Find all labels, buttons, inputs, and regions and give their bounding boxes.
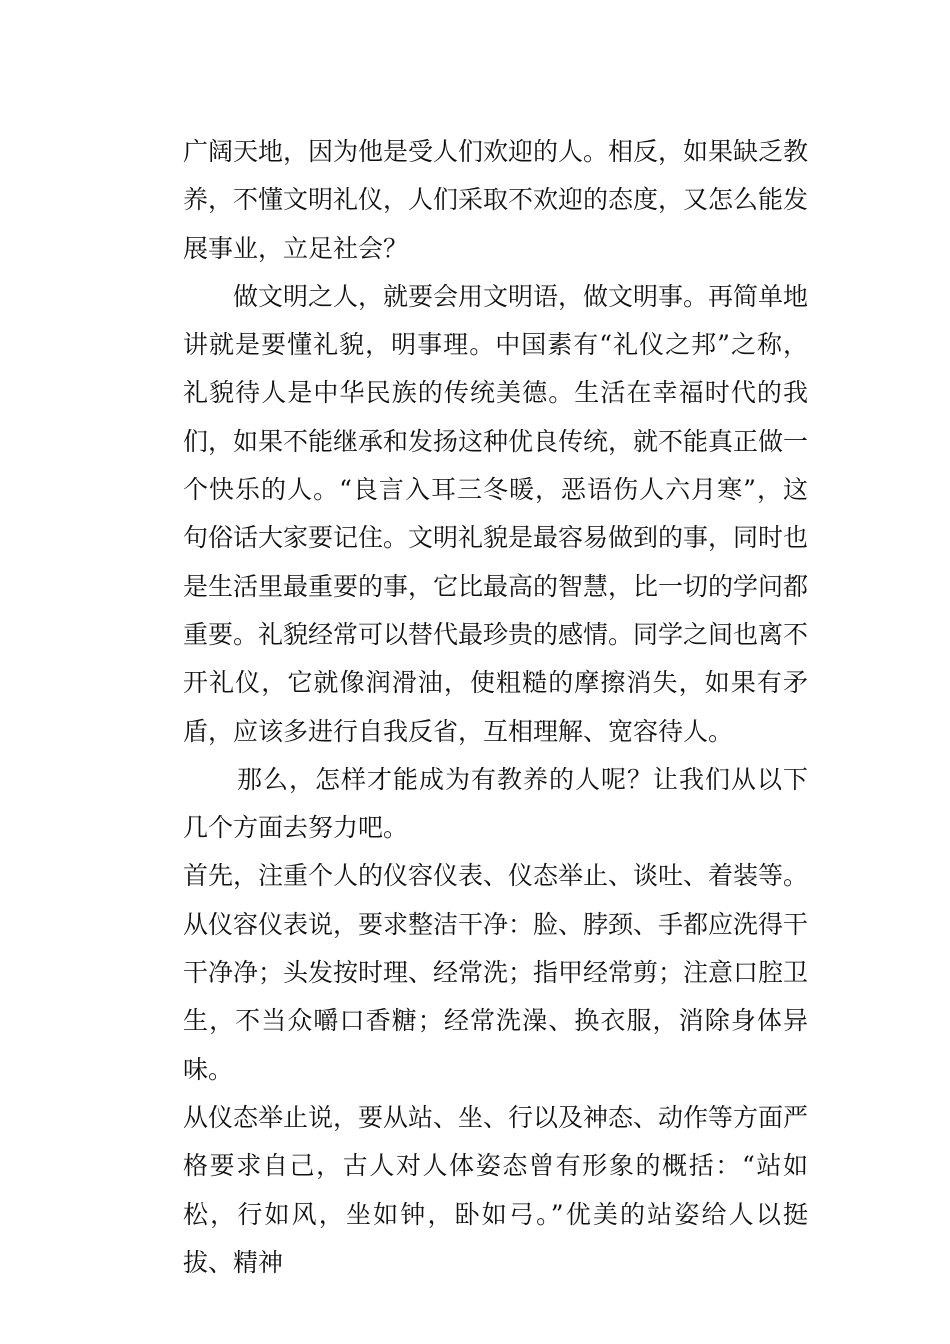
document-body — [183, 128, 808, 1287]
paragraph-posture: 从仪态举止说，要从站、坐、行以及神态、动作等方面严格要求自己，古人对人体姿态曾有形象的概括：“站如松，行如风，坐如钟，卧如弓。”优美的站姿给人以挺拔、精神 — [183, 1102, 809, 1277]
paragraph-appearance: 首先，注重个人的仪容仪表、仪态举止、谈吐、着装等。从仪容仪表说，要求整洁干净：脸、脖颈、手都应洗得干干净净；头发按时理、经常洗；指甲经常剪；注意口腔卫生，不当众嚼口香糖；经常洗澡、换衣服，消除身体异味。 — [183, 861, 809, 1084]
paragraph-continuation: 广阔天地，因为他是受人们欢迎的人。相反，如果缺乏教养，不懂文明礼仪，人们采取不欢迎的态度，又怎么能发展事业，立足社会？ — [183, 137, 809, 263]
paragraph-how-to: 那么，怎样才能成为有教养的人呢？让我们从以下几个方面去努力吧。 — [183, 764, 808, 843]
paragraph-civility: 做文明之人，就要会用文明语，做文明事。再简单地讲就是要懂礼貌，明事理。中国素有“礼仪之邦”之称，礼貌待人是中华民族的传统美德。生活在幸福时代的我们，如果不能继承和发扬这种优良传统，就不能真正做一个快乐的人。“良言入耳三冬暖，恶语伤人六月寒”，这句俗话大家要记住。文明礼貌是最容易做到的事，同时也是生活里最重要的事，它比最高的智慧，比一切的学问都重要。礼貌经常可以替代最珍贵的感情。同学之间也离不开礼仪，它就像润滑油，使粗糙的摩擦消失，如果有矛盾，应该多进行自我反省，互相理解、宽容待人。 — [183, 281, 809, 746]
